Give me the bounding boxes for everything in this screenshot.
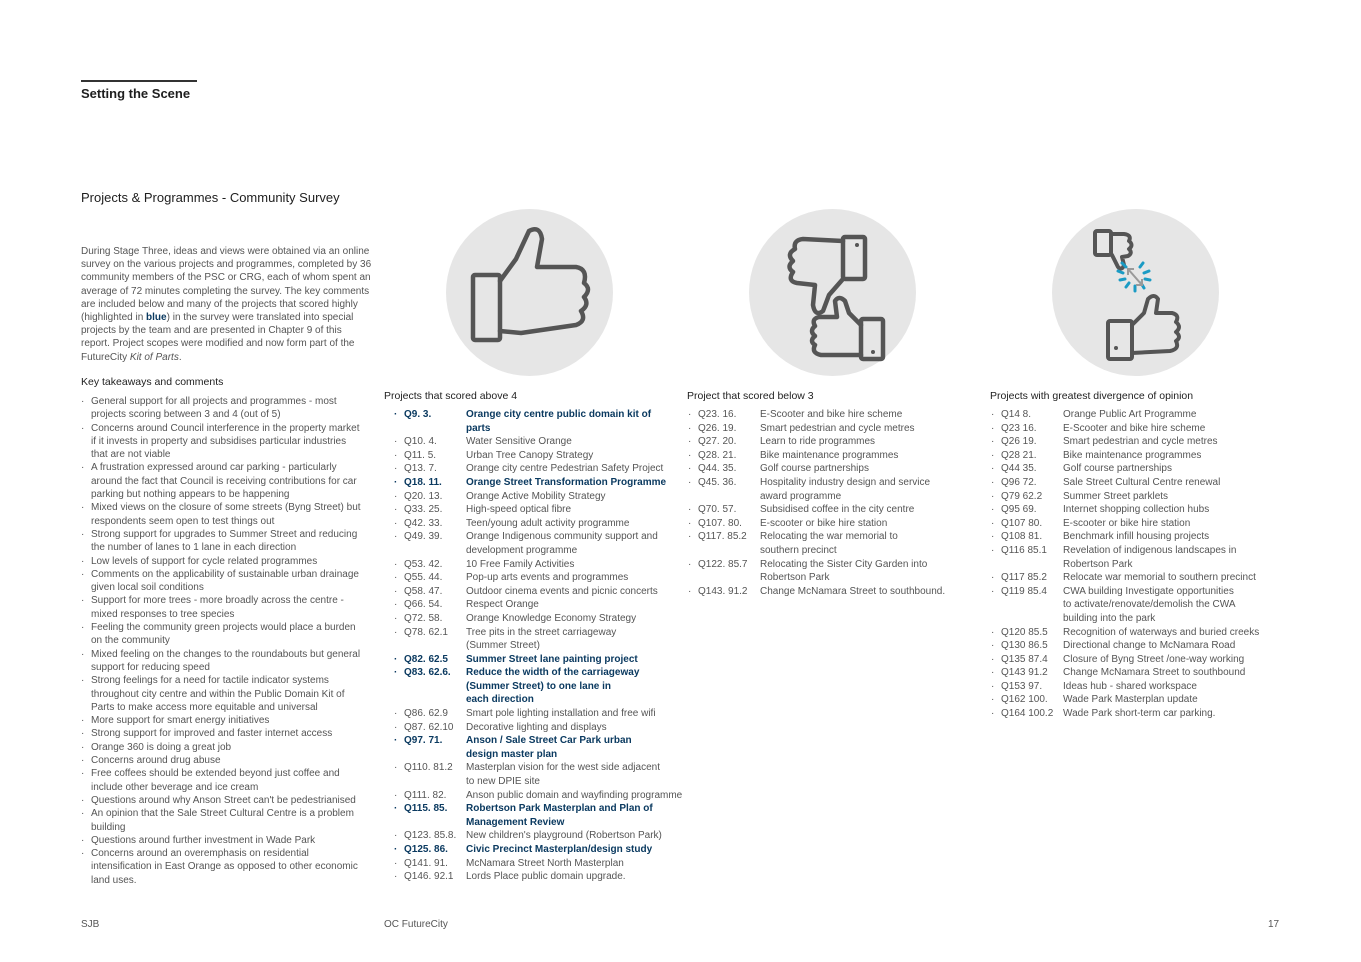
question-ref: Q33. 25. xyxy=(404,504,443,516)
project-row xyxy=(678,449,978,463)
question-ref: Q27. 20. xyxy=(698,436,737,448)
question-ref: Q86. 62.9 xyxy=(404,708,448,720)
bullet: · xyxy=(688,436,692,448)
project-name: Smart pole lighting installation and free wifi xyxy=(466,708,656,720)
project-name: Bike maintenance programmes xyxy=(1063,449,1202,461)
project-row xyxy=(384,585,684,599)
project-row xyxy=(384,503,684,517)
project-row xyxy=(981,517,1291,531)
question-ref: Q87. 62.10 xyxy=(404,721,454,733)
project-name: Orange Street Transformation Programme xyxy=(466,476,667,488)
project-row xyxy=(384,462,684,476)
project-name: Robertson Park xyxy=(760,572,830,584)
project-name: design master plan xyxy=(466,748,558,760)
bullet: · xyxy=(394,585,398,597)
project-name: Teen/young adult activity programme xyxy=(466,517,630,529)
question-ref: Q53. 42. xyxy=(404,558,443,570)
intro-text-2: ) in the survey were translated into special projects by the team and are presented in Chapter 9 of this report. Project scopes were modified and now form part of the FutureCity xyxy=(81,312,355,363)
project-name: Ideas hub - shared workspace xyxy=(1063,680,1197,692)
bullet: · xyxy=(991,572,995,584)
project-name: each direction xyxy=(466,694,534,706)
project-row xyxy=(384,721,684,735)
project-row xyxy=(981,462,1291,476)
project-name: Management Review xyxy=(466,816,565,828)
project-name: to activate/renovate/demolish the CWA xyxy=(1063,599,1236,611)
project-name: Relocating the Sister City Garden into xyxy=(760,558,928,570)
question-ref: Q55. 44. xyxy=(404,572,443,584)
takeaway-item: · A frustration expressed around car parking - particularly around the fact that Council is receiving contributions for car parking but nothing appears to be happening xyxy=(81,461,361,501)
question-ref: Q66. 54. xyxy=(404,599,443,611)
question-ref: Q146. 92.1 xyxy=(404,871,454,883)
takeaway-item: · Strong support for upgrades to Summer Street and reducing the number of lanes to 1 lane in each direction xyxy=(81,528,361,555)
bullet: · xyxy=(394,789,398,801)
bullet: · xyxy=(991,653,995,665)
page-number: 17 xyxy=(1268,919,1280,930)
project-row xyxy=(678,476,978,503)
question-ref: Q45. 36. xyxy=(698,476,737,488)
project-name: Change McNamara Street to southbound xyxy=(1063,667,1246,679)
project-row xyxy=(384,666,684,707)
bullet: · xyxy=(991,694,995,706)
takeaway-item: · Free coffees should be extended beyond just coffee and include other beverage and ice cream xyxy=(81,767,361,794)
below-3-heading: Project that scored below 3 xyxy=(687,390,814,402)
project-row xyxy=(384,612,684,626)
question-ref: Q23. 16. xyxy=(698,409,737,420)
project-row xyxy=(981,626,1291,640)
project-row xyxy=(384,870,684,884)
bullet: · xyxy=(394,667,398,679)
project-row xyxy=(384,490,684,504)
bullet: · xyxy=(394,436,398,448)
project-name: Smart pedestrian and cycle metres xyxy=(760,422,915,434)
project-name: development programme xyxy=(466,544,578,556)
bullet: · xyxy=(394,857,398,869)
question-ref: Q111. 82. xyxy=(404,789,447,801)
question-ref: Q82. 62.5 xyxy=(404,653,448,665)
project-name: High-speed optical fibre xyxy=(466,504,572,516)
question-ref: Q23 16. xyxy=(1001,422,1037,434)
project-name: Summer Street parklets xyxy=(1063,490,1169,502)
project-name: Orange Public Art Programme xyxy=(1063,409,1197,420)
question-ref: Q58. 47. xyxy=(404,585,443,597)
bullet: · xyxy=(991,680,995,692)
question-ref: Q26. 19. xyxy=(698,422,737,434)
takeaway-item: · Strong feelings for a need for tactile indicator systems throughout city centre and within the Public Domain Kit of Parts to make access more equitable and universal xyxy=(81,674,361,714)
question-ref: Q130 86.5 xyxy=(1001,640,1048,652)
bullet: · xyxy=(688,463,692,475)
takeaway-item: · Mixed feeling on the changes to the roundabouts but general support for reducing speed xyxy=(81,648,361,675)
takeaways-heading: Key takeaways and comments xyxy=(81,376,224,388)
project-name: Summer Street lane painting project xyxy=(466,653,638,665)
project-row xyxy=(678,422,978,436)
bullet: · xyxy=(394,409,398,420)
question-ref: Q164 100.2 xyxy=(1001,708,1054,720)
project-name: Sale Street Cultural Centre renewal xyxy=(1063,476,1221,488)
bullet: · xyxy=(991,449,995,461)
project-row xyxy=(384,598,684,612)
question-ref: Q107. 80. xyxy=(698,517,742,529)
question-ref: Q123. 85.8. xyxy=(404,830,457,842)
project-name: Internet shopping collection hubs xyxy=(1063,504,1210,516)
question-ref: Q78. 62.1 xyxy=(404,626,448,638)
takeaway-item: · An opinion that the Sale Street Cultural Centre is a problem building xyxy=(81,807,361,834)
intro-paragraph xyxy=(81,245,373,364)
question-ref: Q115. 85. xyxy=(404,803,448,815)
bullet: · xyxy=(991,708,995,720)
bullet: · xyxy=(394,572,398,584)
project-row xyxy=(981,571,1291,585)
project-row xyxy=(384,857,684,871)
bullet: · xyxy=(394,762,398,774)
bullet: · xyxy=(991,436,995,448)
bullet: · xyxy=(991,531,995,543)
question-ref: Q141. 91. xyxy=(404,857,448,869)
bullet: · xyxy=(991,463,995,475)
project-name: New children's playground (Robertson Park) xyxy=(466,830,662,842)
project-name: Lords Place public domain upgrade. xyxy=(466,871,626,883)
takeaway-item: · Concerns around drug abuse xyxy=(81,754,361,767)
bullet: · xyxy=(394,490,398,502)
project-row xyxy=(981,422,1291,436)
project-row xyxy=(678,517,978,531)
intro-highlight: blue xyxy=(146,312,167,324)
question-ref: Q117 85.2 xyxy=(1001,572,1047,584)
project-row xyxy=(384,802,684,829)
takeaway-item: · Orange 360 is doing a great job xyxy=(81,741,361,754)
footer-center: OC FutureCity xyxy=(384,919,448,930)
project-name: Golf course partnerships xyxy=(760,463,869,475)
project-name: Change McNamara Street to southbound. xyxy=(760,585,946,597)
question-ref: Q110. 81.2 xyxy=(404,762,453,774)
project-name: Closure of Byng Street /one-way working xyxy=(1063,653,1245,665)
question-ref: Q119 85.4 xyxy=(1001,585,1047,597)
project-row xyxy=(678,408,978,422)
project-row xyxy=(384,530,684,557)
project-name: Robertson Park xyxy=(1063,558,1133,570)
project-row xyxy=(981,503,1291,517)
bullet: · xyxy=(394,803,398,815)
bullet: · xyxy=(394,517,398,529)
project-name: Revelation of indigenous landscapes in xyxy=(1063,544,1237,556)
project-row xyxy=(384,707,684,721)
bullet: · xyxy=(394,449,398,461)
bullet: · xyxy=(394,844,398,855)
project-name: Decorative lighting and displays xyxy=(466,721,607,733)
project-row xyxy=(981,666,1291,680)
takeaway-item: · Strong support for improved and faster internet access xyxy=(81,727,361,740)
question-ref: Q153 97. xyxy=(1001,680,1043,692)
bullet: · xyxy=(991,544,995,556)
page-title: Projects & Programmes - Community Survey xyxy=(81,190,340,205)
bullet: · xyxy=(991,422,995,434)
project-row xyxy=(981,449,1291,463)
project-row xyxy=(384,626,684,653)
project-row xyxy=(384,435,684,449)
project-name: Pop-up arts events and programmes xyxy=(466,572,629,584)
project-name: Relocating the war memorial to xyxy=(760,531,898,543)
project-row xyxy=(384,558,684,572)
above-4-heading: Projects that scored above 4 xyxy=(384,390,518,402)
question-ref: Q120 85.5 xyxy=(1001,626,1048,638)
bullet: · xyxy=(394,721,398,733)
project-name: Robertson Park Masterplan and Plan of xyxy=(466,803,653,815)
question-ref: Q162 100. xyxy=(1001,694,1048,706)
bullet: · xyxy=(688,422,692,434)
project-name: Orange city centre Pedestrian Safety Project xyxy=(466,463,664,475)
question-ref: Q11. 5. xyxy=(404,449,437,461)
below-3-list xyxy=(678,408,978,598)
question-ref: Q143 91.2 xyxy=(1001,667,1048,679)
bullet: · xyxy=(688,409,692,420)
project-name: Orange Active Mobility Strategy xyxy=(466,490,606,502)
project-name: McNamara Street North Masterplan xyxy=(466,857,624,869)
question-ref: Q95 69. xyxy=(1001,504,1037,516)
project-name: Water Sensitive Orange xyxy=(466,436,572,448)
bullet: · xyxy=(394,626,398,638)
project-name: Recognition of waterways and buried creeks xyxy=(1063,626,1260,638)
takeaway-item: · Support for more trees - more broadly across the centre - mixed responses to tree species xyxy=(81,594,361,621)
bullet: · xyxy=(991,585,995,597)
project-name: Civic Precinct Masterplan/design study xyxy=(466,844,653,855)
question-ref: Q135 87.4 xyxy=(1001,653,1048,665)
project-name: E-Scooter and bike hire scheme xyxy=(760,409,903,420)
project-name: Masterplan vision for the west side adjacent xyxy=(466,762,660,774)
project-row xyxy=(384,653,684,667)
bullet: · xyxy=(394,463,398,475)
project-name: Urban Tree Canopy Strategy xyxy=(466,449,594,461)
project-row xyxy=(678,558,978,585)
project-row xyxy=(981,585,1291,626)
bullet: · xyxy=(688,504,692,516)
divergence-list xyxy=(981,408,1291,721)
project-name: Bike maintenance programmes xyxy=(760,449,899,461)
question-ref: Q44. 35. xyxy=(698,463,737,475)
project-name: Anson / Sale Street Car Park urban xyxy=(466,735,632,747)
project-row xyxy=(678,530,978,557)
above-4-list xyxy=(384,408,684,884)
project-row xyxy=(678,435,978,449)
bullet: · xyxy=(688,476,692,488)
question-ref: Q20. 13. xyxy=(404,490,443,502)
question-ref: Q83. 62.6. xyxy=(404,667,451,679)
takeaway-item: · Mixed views on the closure of some streets (Byng Street) but respondents seem open to test things out xyxy=(81,501,361,528)
question-ref: Q26 19. xyxy=(1001,436,1037,448)
project-name: 10 Free Family Activities xyxy=(466,558,575,570)
project-row xyxy=(678,585,978,599)
bullet: · xyxy=(394,504,398,516)
project-row xyxy=(384,734,684,761)
bullet: · xyxy=(991,640,995,652)
takeaway-item: · Concerns around Council interference in the property market if it invests in property and subsidises particular industries that are not viable xyxy=(81,422,361,462)
project-row xyxy=(384,476,684,490)
question-ref: Q143. 91.2 xyxy=(698,585,748,597)
question-ref: Q125. 86. xyxy=(404,844,448,855)
takeaway-item: · Questions around why Anson Street can't be pedestrianised xyxy=(81,794,361,807)
question-ref: Q13. 7. xyxy=(404,463,437,475)
project-name: Wade Park short-term car parking. xyxy=(1063,708,1216,720)
project-row xyxy=(981,707,1291,721)
bullet: · xyxy=(991,517,995,529)
intro-text-1: During Stage Three, ideas and views were obtained via an online survey on the various projects and programmes, completed by 36 community members of the PSC or CRG, each of whom spent an average of 72 minutes completing the survey. The key comments are included below and many of the projects that scored highly (highlighted in xyxy=(81,246,372,324)
question-ref: Q28. 21. xyxy=(698,449,737,461)
project-row xyxy=(384,517,684,531)
question-ref: Q72. 58. xyxy=(404,612,443,624)
project-name: building into the park xyxy=(1063,612,1156,624)
question-ref: Q108 81. xyxy=(1001,531,1043,543)
takeaway-item: · More support for smart energy initiatives xyxy=(81,714,361,727)
takeaway-item: · Feeling the community green projects would place a burden on the community xyxy=(81,621,361,648)
takeaways-list xyxy=(81,395,361,887)
project-row xyxy=(981,680,1291,694)
bullet: · xyxy=(688,517,692,529)
project-row xyxy=(981,693,1291,707)
project-name: Subsidised coffee in the city centre xyxy=(760,504,915,516)
question-ref: Q10. 4. xyxy=(404,436,437,448)
question-ref: Q14 8. xyxy=(1001,409,1032,420)
question-ref: Q116 85.1 xyxy=(1001,544,1047,556)
question-ref: Q117. 85.2 xyxy=(698,531,747,543)
project-name: Orange city centre public domain kit of xyxy=(466,409,652,420)
project-row xyxy=(981,530,1291,544)
question-ref: Q42. 33. xyxy=(404,517,443,529)
project-name: Wade Park Masterplan update xyxy=(1063,694,1198,706)
question-ref: Q70. 57. xyxy=(698,504,737,516)
project-name: parts xyxy=(466,422,491,434)
project-name: Reduce the width of the carriageway xyxy=(466,667,640,679)
project-row xyxy=(981,476,1291,490)
bullet: · xyxy=(688,449,692,461)
question-ref: Q122. 85.7 xyxy=(698,558,748,570)
project-name: Golf course partnerships xyxy=(1063,463,1172,475)
bullet: · xyxy=(394,871,398,883)
divergence-heading: Projects with greatest divergence of opinion xyxy=(990,390,1194,402)
project-name: CWA building Investigate opportunities xyxy=(1063,585,1234,597)
takeaway-item: · Comments on the applicability of sustainable urban drainage given local soil conditions xyxy=(81,568,361,595)
intro-text-3: . xyxy=(178,351,182,363)
bullet: · xyxy=(991,490,995,502)
bullet: · xyxy=(991,409,995,420)
divergence-icon xyxy=(1052,209,1219,376)
bullet: · xyxy=(688,531,692,543)
project-name: Anson public domain and wayfinding programme xyxy=(466,789,683,801)
takeaway-item: · Questions around further investment in Wade Park xyxy=(81,834,361,847)
bullet: · xyxy=(394,830,398,842)
project-row xyxy=(678,503,978,517)
project-name: Orange Knowledge Economy Strategy xyxy=(466,612,637,624)
project-row xyxy=(384,829,684,843)
question-ref: Q9. 3. xyxy=(404,409,432,420)
project-name: to new DPIE site xyxy=(466,776,540,788)
intro-italic: Kit of Parts xyxy=(129,351,179,363)
bullet: · xyxy=(394,558,398,570)
thumbs-up-icon xyxy=(446,209,613,376)
project-name: Benchmark infill housing projects xyxy=(1063,531,1210,543)
project-name: Tree pits in the street carriageway xyxy=(466,626,617,638)
project-name: E-scooter or bike hire station xyxy=(1063,517,1191,529)
thumbs-down-up-icon xyxy=(749,209,916,376)
question-ref: Q44 35. xyxy=(1001,463,1037,475)
project-name: (Summer Street) xyxy=(466,640,540,652)
bullet: · xyxy=(394,735,398,747)
project-row xyxy=(384,571,684,585)
project-row xyxy=(981,653,1291,667)
project-row xyxy=(981,408,1291,422)
bullet: · xyxy=(394,708,398,720)
takeaway-item: · General support for all projects and programmes - most projects scoring between 3 and 4 (out of 5) xyxy=(81,395,361,422)
question-ref: Q107 80. xyxy=(1001,517,1043,529)
project-name: E-scooter or bike hire station xyxy=(760,517,888,529)
project-name: Directional change to McNamara Road xyxy=(1063,640,1236,652)
question-ref: Q49. 39. xyxy=(404,531,443,543)
bullet: · xyxy=(394,653,398,665)
project-name: Outdoor cinema events and picnic concerts xyxy=(466,585,658,597)
project-name: award programme xyxy=(760,490,842,502)
bullet: · xyxy=(991,504,995,516)
question-ref: Q96 72. xyxy=(1001,476,1037,488)
bullet: · xyxy=(394,612,398,624)
project-row xyxy=(981,544,1291,571)
footer-left: SJB xyxy=(81,919,100,930)
section-rule xyxy=(81,80,197,82)
project-name: Learn to ride programmes xyxy=(760,436,876,448)
bullet: · xyxy=(394,599,398,611)
project-row xyxy=(384,761,684,788)
takeaway-item: · Concerns around an overemphasis on residential intensification in East Orange as opposed to other economic land uses. xyxy=(81,847,361,887)
question-ref: Q79 62.2 xyxy=(1001,490,1043,502)
project-name: Relocate war memorial to southern precinct xyxy=(1063,572,1256,584)
bullet: · xyxy=(394,476,398,488)
bullet: · xyxy=(991,476,995,488)
project-name: southern precinct xyxy=(760,544,837,556)
project-name: Smart pedestrian and cycle metres xyxy=(1063,436,1218,448)
question-ref: Q97. 71. xyxy=(404,735,443,747)
project-row xyxy=(678,462,978,476)
question-ref: Q28 21. xyxy=(1001,449,1037,461)
project-row xyxy=(981,490,1291,504)
project-name: Orange Indigenous community support and xyxy=(466,531,658,543)
project-row xyxy=(384,449,684,463)
project-name: E-Scooter and bike hire scheme xyxy=(1063,422,1206,434)
project-row xyxy=(384,843,684,857)
project-row xyxy=(384,408,684,435)
bullet: · xyxy=(991,667,995,679)
bullet: · xyxy=(394,531,398,543)
bullet: · xyxy=(688,585,692,597)
bullet: · xyxy=(688,558,692,570)
project-row xyxy=(384,789,684,803)
bullet: · xyxy=(991,626,995,638)
project-name: Respect Orange xyxy=(466,599,539,611)
section-title: Setting the Scene xyxy=(81,86,191,101)
project-name: (Summer Street) to one lane in xyxy=(466,680,612,692)
takeaway-item: · Low levels of support for cycle related programmes xyxy=(81,555,361,568)
project-name: Hospitality industry design and service xyxy=(760,476,931,488)
project-row xyxy=(981,435,1291,449)
question-ref: Q18. 11. xyxy=(404,476,442,488)
project-row xyxy=(981,639,1291,653)
